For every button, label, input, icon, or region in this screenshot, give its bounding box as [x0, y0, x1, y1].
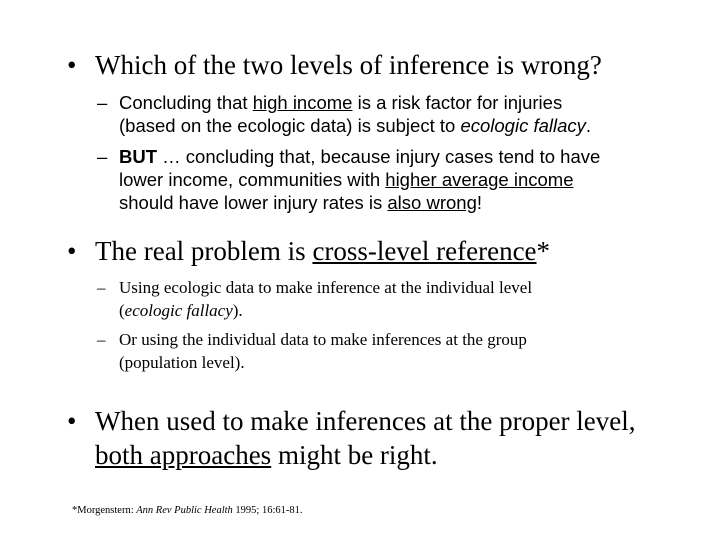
- text-run: should have lower injury rates is: [119, 192, 388, 213]
- text-run: ).: [232, 301, 243, 320]
- line: Using ecologic data to make inference at the individual level: [119, 278, 533, 297]
- line: [119, 114, 591, 137]
- underlined-phrase: cross-level reference: [312, 236, 537, 266]
- line: [119, 145, 600, 168]
- sub-bullet-text: [119, 145, 600, 214]
- underlined-phrase: higher average income: [385, 169, 574, 190]
- text-run: *Morgenstern:: [72, 505, 137, 516]
- line: [119, 191, 600, 214]
- dash-marker: –: [97, 92, 108, 113]
- line: [119, 168, 600, 191]
- dash-marker: –: [97, 330, 106, 349]
- underlined-phrase: high income: [252, 92, 353, 113]
- sub-bullet-text: [119, 91, 591, 137]
- bullet-text: Which of the two levels of inference is wrong?: [95, 50, 602, 80]
- sub-bullet-text: [119, 276, 532, 322]
- bullet-text: [95, 234, 550, 268]
- dash-marker: –: [97, 278, 106, 297]
- bold-word: BUT: [119, 146, 158, 167]
- line: [95, 438, 636, 472]
- text-run: is a risk factor for injuries: [352, 92, 563, 113]
- underlined-phrase: also wrong: [387, 192, 477, 213]
- bullet-marker: •: [67, 406, 77, 436]
- line: (population level).: [119, 353, 245, 372]
- line: Or using the individual data to make inferences at the group: [119, 330, 527, 349]
- sub-bullet-text: [119, 328, 527, 374]
- text-run: The real problem is: [95, 236, 313, 266]
- line: [119, 91, 591, 114]
- line: When used to make inferences at the proper level,: [95, 406, 636, 436]
- italic-phrase: ecologic fallacy: [124, 301, 233, 320]
- text-run: might be right.: [271, 440, 438, 470]
- footnote-citation: [72, 505, 303, 516]
- text-run: Concluding that: [119, 92, 253, 113]
- text-run: (: [119, 301, 125, 320]
- text-run: .: [585, 115, 592, 136]
- bullet-marker: •: [67, 50, 77, 80]
- dash-marker: –: [97, 146, 108, 167]
- bullet-marker: •: [67, 236, 77, 266]
- line: [119, 299, 532, 322]
- bullet-text: [95, 404, 636, 472]
- underlined-phrase: both approaches: [95, 440, 272, 470]
- text-run: 1995; 16:61-81.: [232, 505, 303, 516]
- text-run: (based on the ecologic data) is subject to: [119, 115, 461, 136]
- text-run: *: [536, 236, 551, 266]
- italic-phrase: ecologic fallacy: [460, 115, 586, 136]
- journal-title: Ann Rev Public Health: [136, 505, 233, 516]
- text-run: !: [476, 192, 482, 213]
- text-run: lower income, communities with: [119, 169, 386, 190]
- text-run: … concluding that, because injury cases tend to have: [157, 146, 601, 167]
